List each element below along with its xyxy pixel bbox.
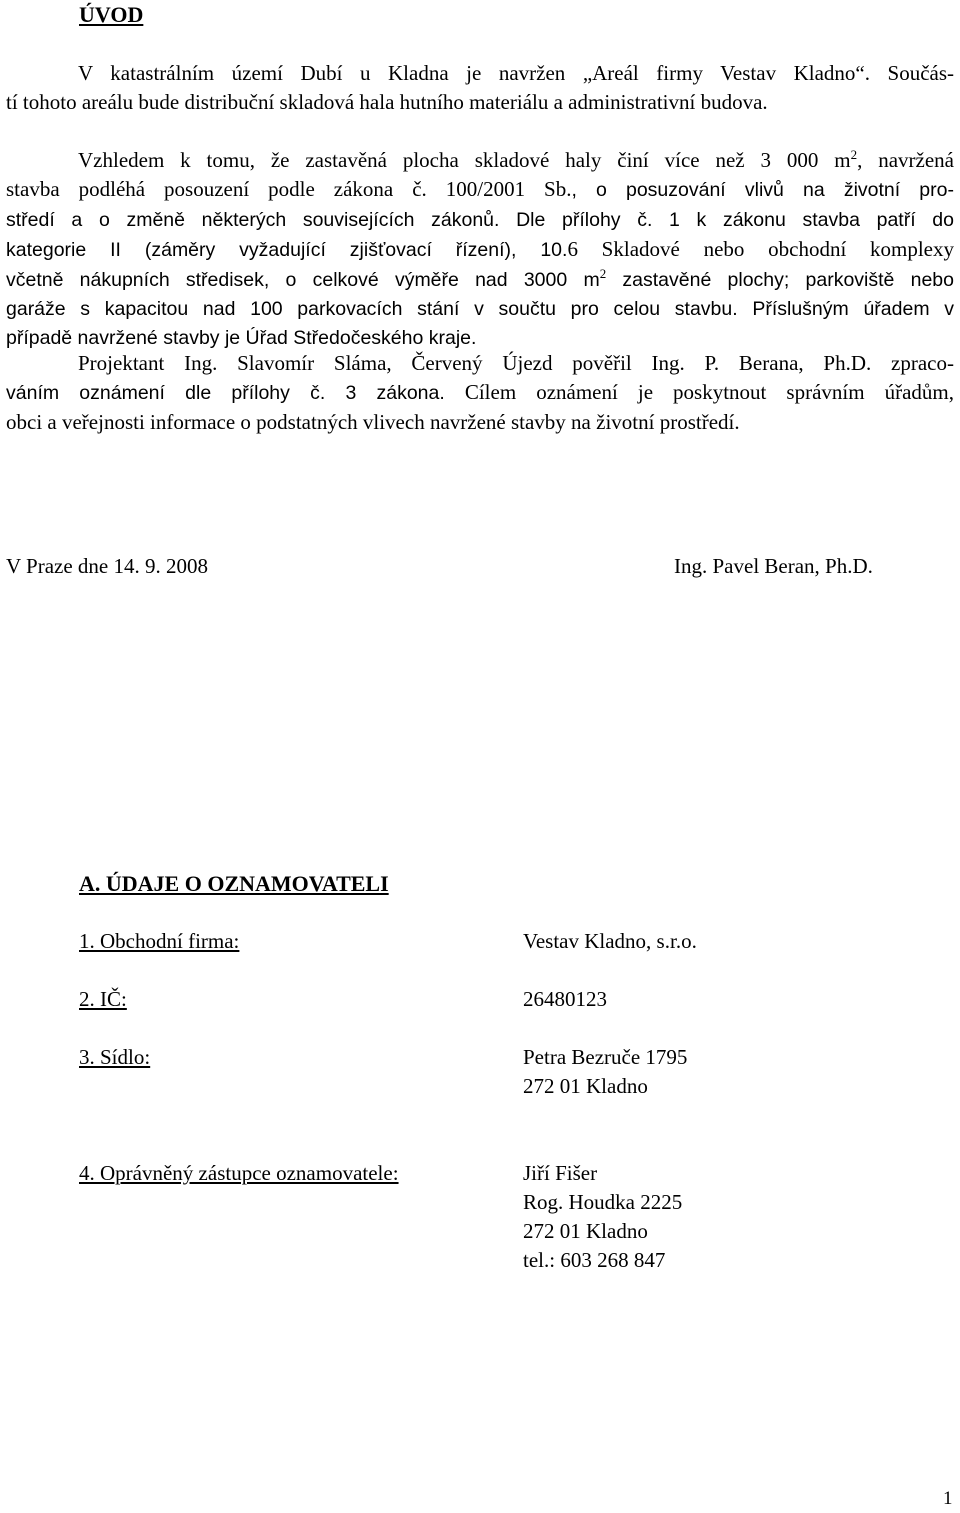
intro-paragraph-3 — [6, 349, 954, 437]
paragraph-line: stavba podléhá posouzení podle zákona č. 100/2001 Sb., o posuzování vlivů na životní pro- — [6, 177, 954, 201]
item-value-representative-city: 272 01 Kladno — [523, 1219, 648, 1243]
paragraph-line: případě navržené stavby je Úřad Středočeského kraje. — [6, 327, 477, 349]
page-number: 1 — [943, 1488, 953, 1509]
paragraph-line: včetně nákupních středisek, o celkové výměře nad 3000 $m^2$ zastavěné plochy; parkoviště nebo — [6, 266, 954, 291]
item-value-company: Vestav Kladno, s.r.o. — [523, 929, 697, 953]
paragraph-line: obci a veřejnosti informace o podstatných vlivech navržené stavby na životní prostředí. — [6, 410, 740, 434]
paragraph-line: tí tohoto areálu bude distribuční skladová hala hutního materiálu a administrativní budova. — [6, 90, 768, 114]
item-value-representative-street: Rog. Houdka 2225 — [523, 1190, 683, 1214]
paragraph-line: V katastrálním území Dubí u Kladna je navržen „Areál firmy Vestav Kladno“. Součás- — [78, 61, 954, 85]
item-label-seat: 3. Sídlo: — [79, 1045, 151, 1069]
intro-paragraph-2 — [6, 146, 954, 353]
paragraph-line: středí a o změně některých souvisejících zákonů. Dle přílohy č. 1 k zákonu stavba patří do — [6, 209, 954, 231]
item-label-representative: 4. Oprávněný zástupce oznamovatele: — [79, 1161, 399, 1185]
item-label-ic: 2. IČ: — [79, 987, 127, 1011]
intro-paragraph-1 — [6, 59, 954, 117]
item-value-representative-name: Jiří Fišer — [523, 1161, 598, 1185]
signature: Ing. Pavel Beran, Ph.D. — [674, 554, 873, 578]
item-value-seat-street: Petra Bezruče 1795 — [523, 1045, 688, 1069]
paragraph-line: garáže s kapacitou nad 100 parkovacích stání v součtu pro celou stavbu. Příslušným úřadem v — [6, 298, 954, 320]
intro-heading: ÚVOD — [79, 2, 144, 27]
place-date: V Praze dne 14. 9. 2008 — [6, 554, 208, 578]
item-value-seat-city: 272 01 Kladno — [523, 1074, 648, 1098]
section-a-heading: A. ÚDAJE O OZNAMOVATELI — [79, 871, 389, 896]
paragraph-line: váním oznámení dle přílohy č. 3 zákona. Cílem oznámení je poskytnout správním úřadům, — [6, 380, 954, 404]
paragraph-line: Projektant Ing. Slavomír Sláma, Červený Újezd pověřil Ing. P. Berana, Ph.D. zpraco- — [78, 351, 954, 375]
paragraph-line: kategorie II (záměry vyžadující zjišťovací řízení), 10.6 Skladové nebo obchodní komplexy — [6, 237, 954, 261]
item-label-company: 1. Obchodní firma: — [79, 929, 240, 953]
item-value-representative-phone: tel.: 603 268 847 — [523, 1248, 666, 1272]
item-value-ic: 26480123 — [523, 987, 607, 1011]
paragraph-line: Vzhledem k tomu, že zastavěná plocha skladové haly činí více než 3 000 $m^2$, navržená — [78, 147, 954, 172]
